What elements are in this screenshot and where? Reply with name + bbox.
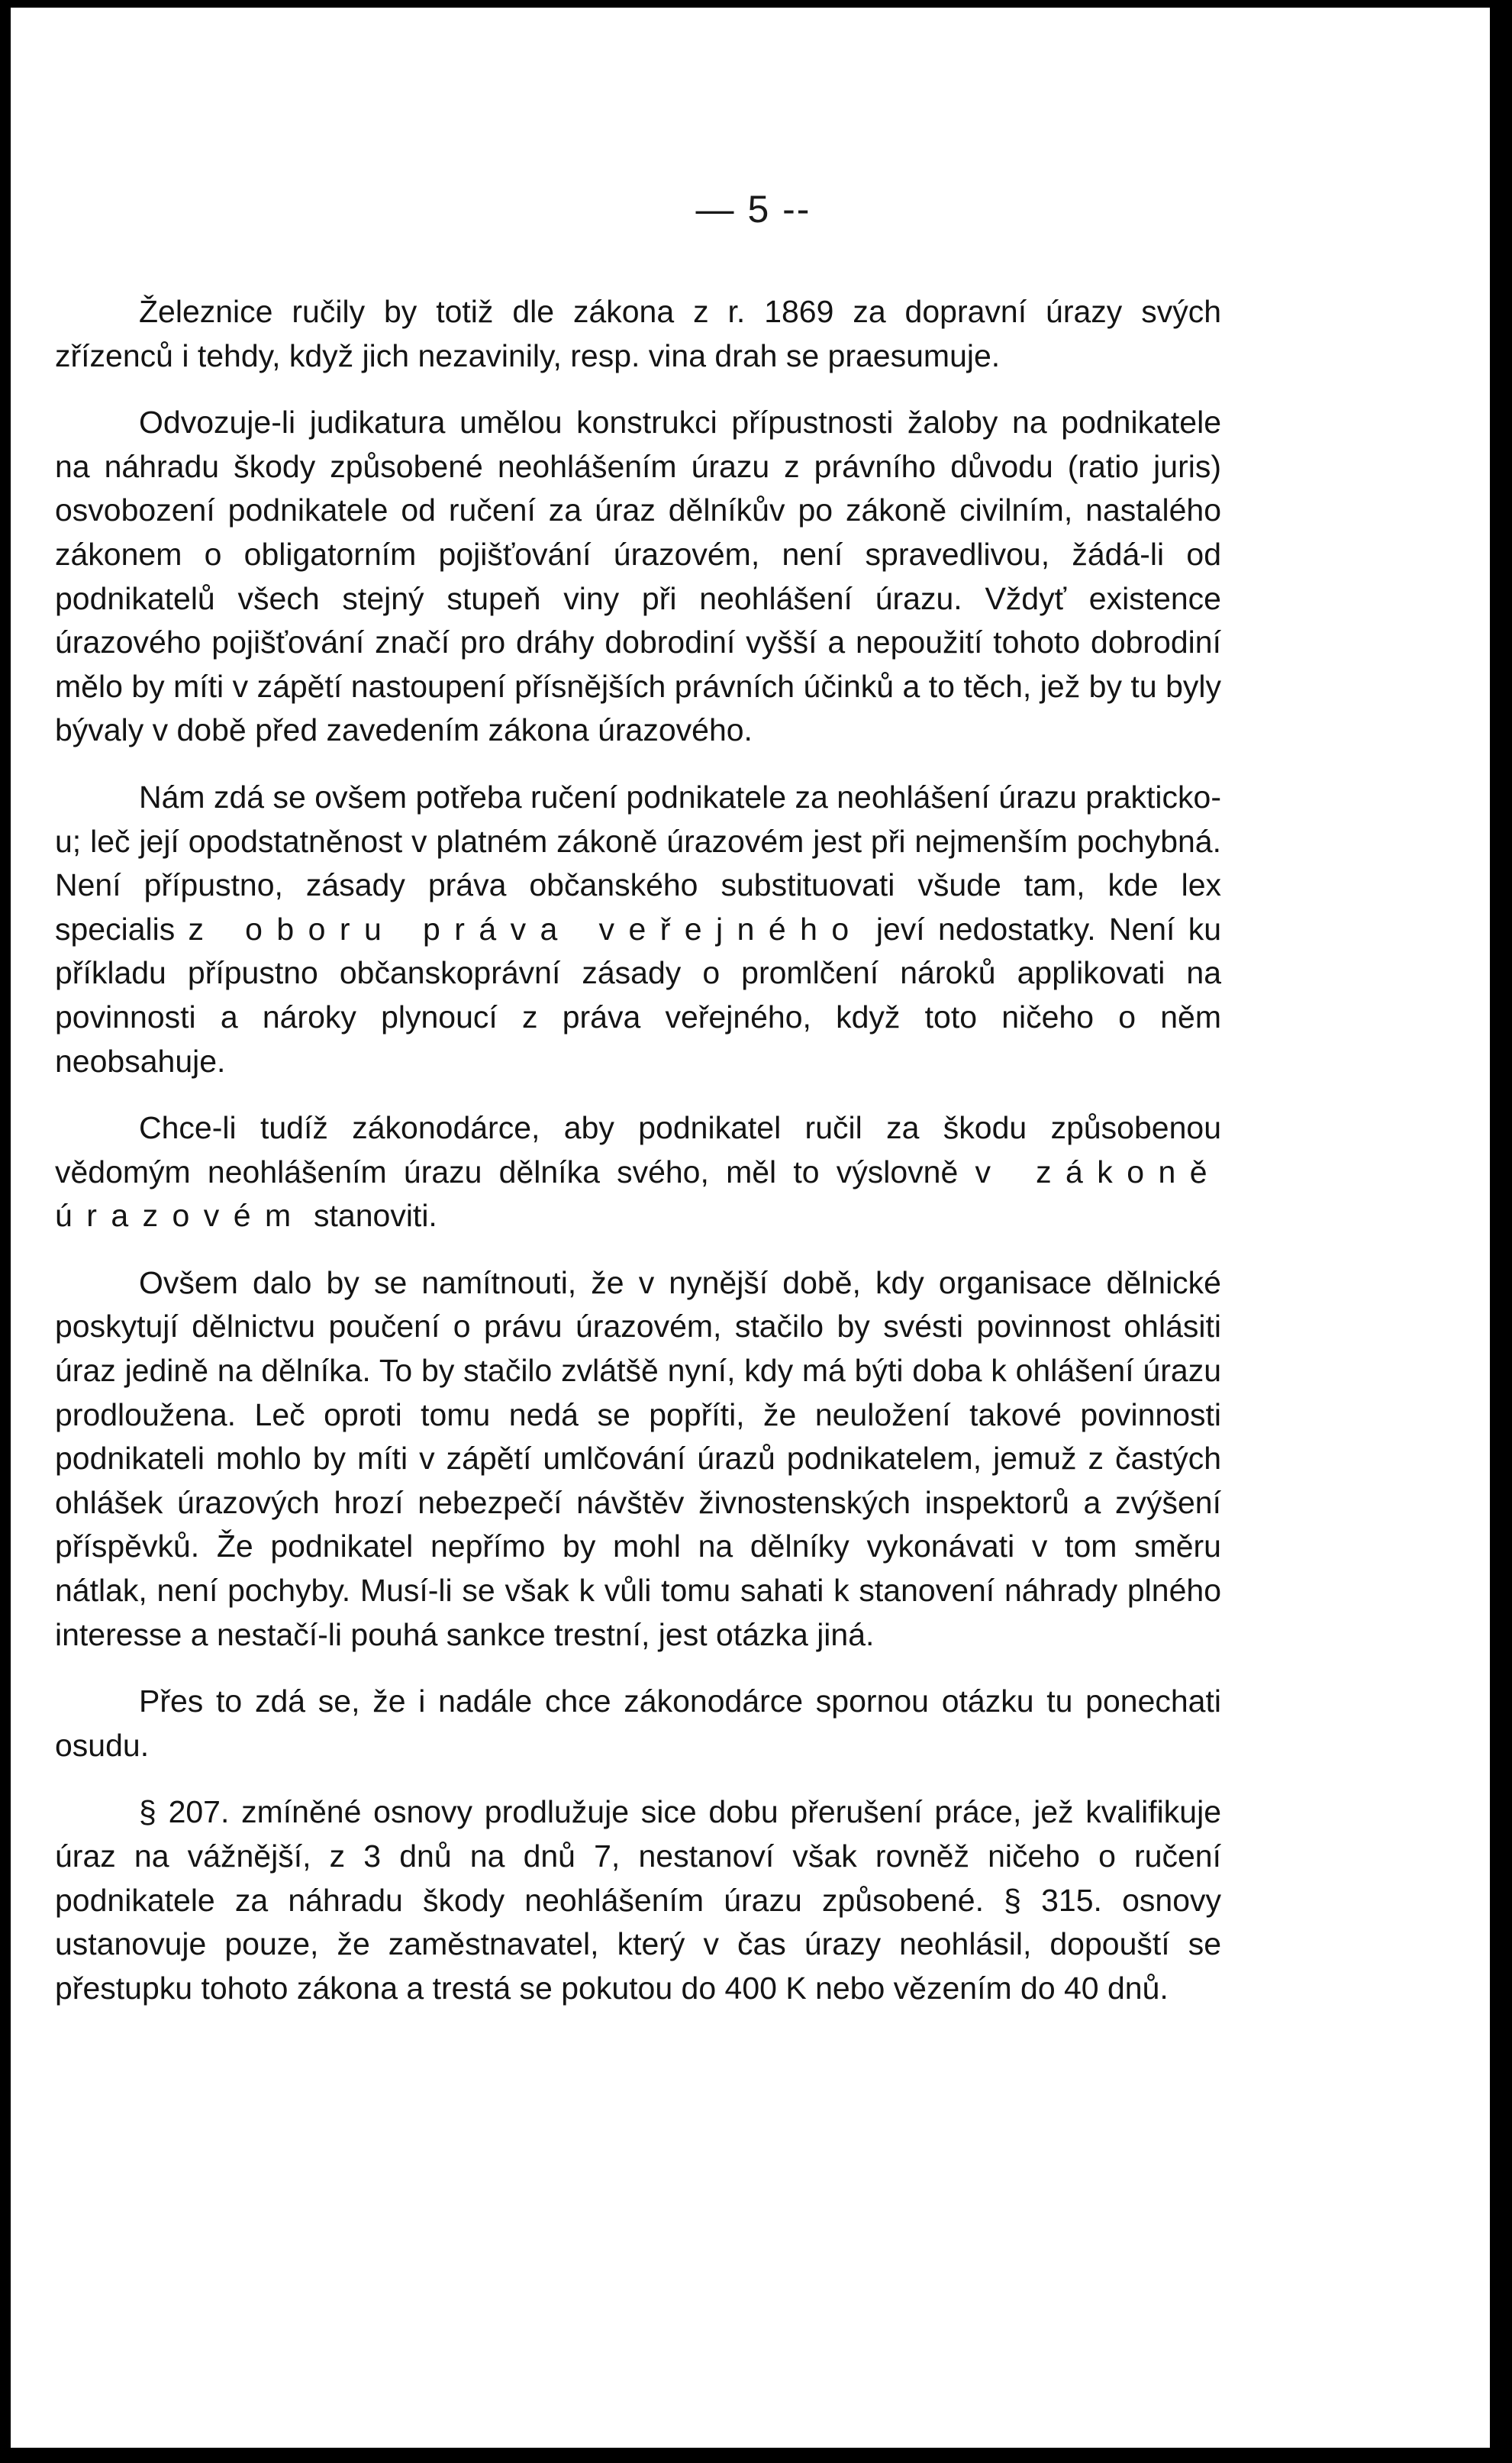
paragraph-text: Přes to zdá se, že i nadále chce zákonodárce spornou otázku tu ponechati osudu. [55,1683,1221,1763]
document-page [11,8,1490,2448]
paragraph-text: § 207. zmíněné osnovy prodlužuje sice dobu přerušení práce, jež kvalifikuje úraz na vážnější, z 3 dnů na dnů 7, nestanoví však rovněž ničeho o ručení podnikatele za náhradu škody neohlášením úrazu způsobené. § 315. osnovy ustanovuje pouze, že zaměstnavatel, který v čas úrazy neohlásil, dopouští se přestupku tohoto zákona a trestá se pokutou do 400 K nebo vězením do 40 dnů. [55,1794,1221,2006]
paragraph-3 [55,776,1221,1083]
paragraph-text: Železnice ručily by totiž dle zákona z r. 1869 za dopravní úrazy svých zřízenců i tehdy, když jich nezavinily, resp. vina drah se praesumuje. [55,294,1221,373]
paragraph-text: Chce-li tudíž zákonodárce, aby podnikatel ručil za škodu způsobenou vědomým neohlášením úrazu dělníka svého, měl to výslovně [55,1110,1221,1190]
paragraph-text: Nám zdá se ovšem potřeba ručení podnikatele za neohlášení úrazu praktickou; leč její opodstatněnost v platném zákoně úrazovém jest při nejmenším pochybná. Není přípustno, zásady práva občanského substituovati všude tam, kde lex specialis [55,779,1221,947]
paragraph-text: jeví nedostatky. Není ku příkladu přípustno občanskoprávní zásady o promlčení nároků applikovati na povinnosti a nároky plynoucí z práva veřejného, když toto ničeho o něm neobsahuje. [55,911,1222,1079]
paragraph-6 [55,1680,1221,1767]
page-number: — 5 -- [695,188,811,231]
body-text [55,290,1221,2010]
paragraph-2 [55,401,1221,753]
paragraph-text: Ovšem dalo by se namítnouti, že v nynější době, kdy organisace dělnické poskytují dělnictvu poučení o právu úrazovém, stačilo by svésti povinnost ohlásiti úraz jedině na dělníka. To by stačilo zvlátšě nyní, kdy má býti doba k ohlášení úrazu prodloužena. Leč oproti tomu nedá se popříti, že neuložení takové povinnosti podnikateli mohlo by míti v zápětí umlčování úrazů podnikatelem, jemuž z častých ohlášek úrazových hrozí nebezpečí návštěv živnostenských inspektorů a zvýšení příspěvků. Že podnikatel nepřímo by mohl na dělníky vykonávati v tom směru nátlak, není pochyby. Musí-li se však k vůli tomu sahati k stanovení náhrady plného interesse a nestačí-li pouhá sankce trestní, jest otázka jiná. [55,1264,1221,1652]
spaced-emphasis: z oboru práva veřejného [188,911,863,947]
paragraph-text: stanoviti. [305,1198,437,1234]
paragraph-4 [55,1106,1221,1238]
spaced-emphasis: v zákoně úrazovém [55,1154,1222,1234]
paragraph-5 [55,1261,1221,1657]
paragraph-text: Odvozuje-li judikatura umělou konstrukci přípustnosti žaloby na podnikatele na náhradu škody způsobené neohlášením úrazu z právního důvodu (ratio juris) osvobození podnikatele od ručení za úraz dělníkův po zákoně civilním, nastalého zákonem o obligatorním pojišťování úrazovém, není spravedlivou, žádá-li od podnikatelů všech stejný stupeň viny při neohlášení úrazu. Vždyť existence úrazového pojišťování značí pro dráhy dobrodiní vyšší a nepoužití tohoto dobrodiní mělo by míti v zápětí nastoupení přísnějších právních účinků a to těch, jež by tu byly bývaly v době před zavedením zákona úrazového. [55,405,1221,748]
paragraph-7 [55,1790,1221,2010]
paragraph-1 [55,290,1221,378]
